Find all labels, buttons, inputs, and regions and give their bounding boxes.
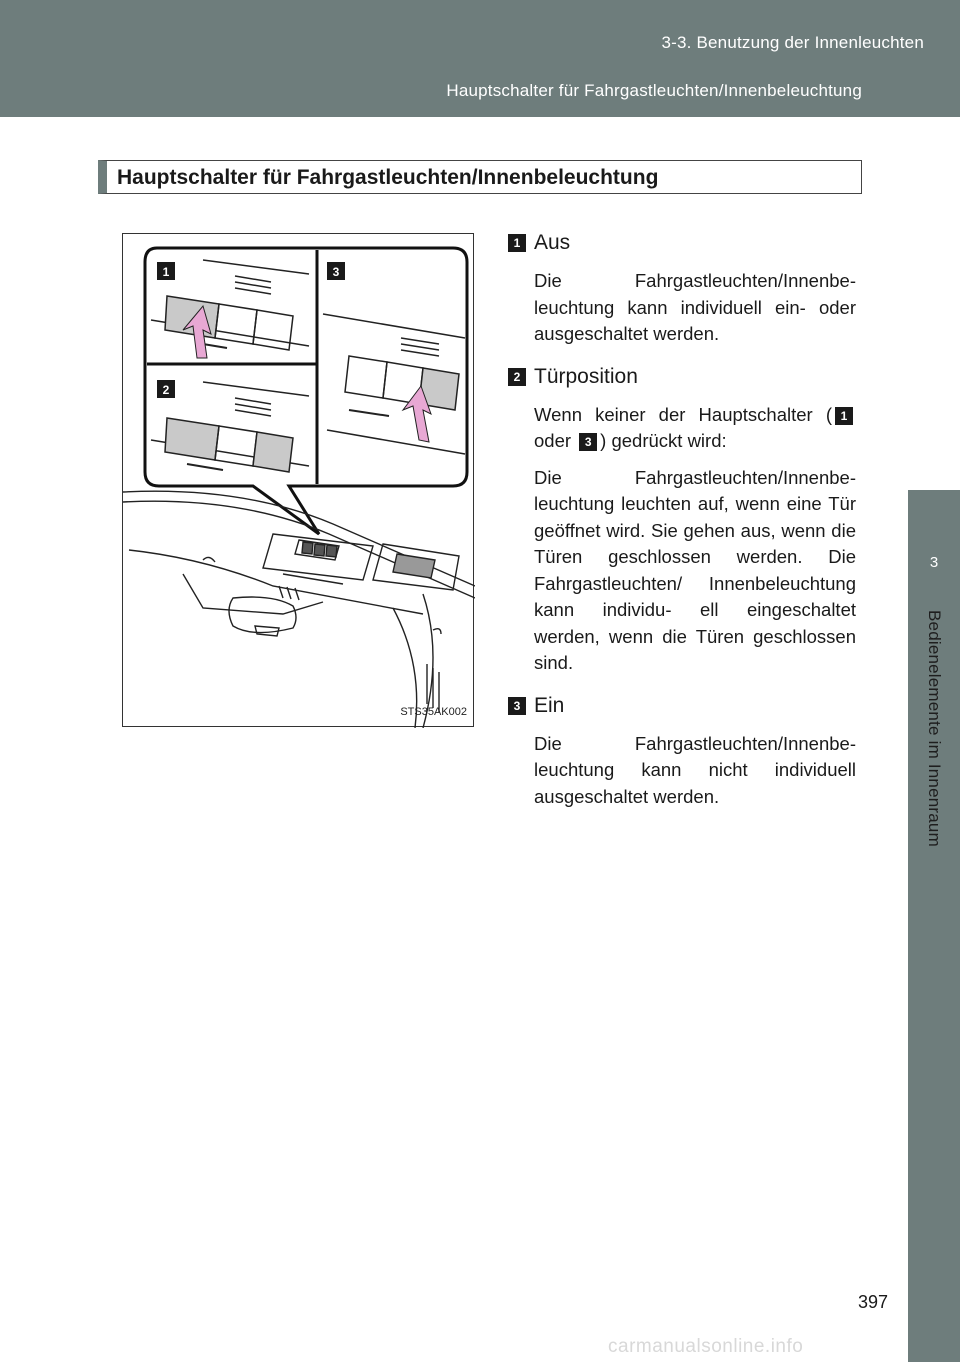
callout-2: 2 (162, 383, 170, 397)
item-number-badge: 3 (508, 697, 526, 715)
chapter-label: Bedienelemente im Innenraum (925, 610, 944, 847)
callout-3: 3 (332, 265, 340, 279)
condition-text: ) gedrückt wird: (600, 430, 727, 451)
item-condition (534, 402, 856, 455)
item-title: Aus (534, 231, 571, 254)
item-title: Türposition (534, 364, 638, 388)
watermark: carmanualsonline.info (608, 1336, 804, 1357)
item-description: Die Fahrgastleuchten/Innenbe- leuchtung kann nicht individuell ausgeschaltet werden. (534, 732, 856, 807)
ref-badge-1: 1 (835, 407, 853, 425)
page-number: 397 (858, 1292, 889, 1312)
ref-badge-3: 3 (579, 433, 597, 451)
section-heading-text: Hauptschalter für Fahrgastleuchten/Innenbeleuchtung (117, 166, 659, 189)
section-heading (98, 160, 862, 194)
figure-code: STS35AK002 (400, 706, 467, 718)
item-description: Die Fahrgastleuchten/Innenbe- leuchtung leuchten auf, wenn eine Tür geöffnet wird. Sie gehen aus, wenn die Türen geschlossen werden. Die Fahrgastleuchten/ Innenbeleuchtung kann individu- ell eingeschaltet werden, wenn die Türen geschlossen sind. (534, 466, 856, 673)
overhead-console (123, 491, 475, 728)
item-number-badge: 1 (508, 234, 526, 252)
item-tuerposition (508, 362, 856, 677)
item-number-badge: 2 (508, 368, 526, 386)
item-ein (508, 691, 856, 811)
item-heading (508, 691, 856, 721)
switch-illustration (122, 233, 474, 727)
item-heading (508, 228, 856, 258)
chapter-side-tab[interactable] (908, 490, 960, 1362)
chapter-title: 3-3. Benutzung der Innenleuchten (661, 33, 924, 52)
item-description: Die Fahrgastleuchten/Innenbe- leuchtung kann individuell ein- oder ausgeschaltet werden. (534, 270, 856, 344)
illustration-drawing (123, 234, 475, 728)
item-heading (508, 362, 856, 392)
page-header (0, 0, 960, 117)
section-subtitle: Hauptschalter für Fahrgastleuchten/Innenbeleuchtung (446, 81, 862, 100)
condition-text: oder (534, 430, 577, 451)
condition-text: Wenn keiner der Hauptschalter ( (534, 403, 832, 425)
item-title: Ein (534, 693, 565, 717)
callout-1: 1 (162, 265, 170, 279)
switch-positions-list (508, 228, 856, 810)
chapter-number: 3 (929, 554, 939, 571)
item-aus (508, 228, 856, 348)
